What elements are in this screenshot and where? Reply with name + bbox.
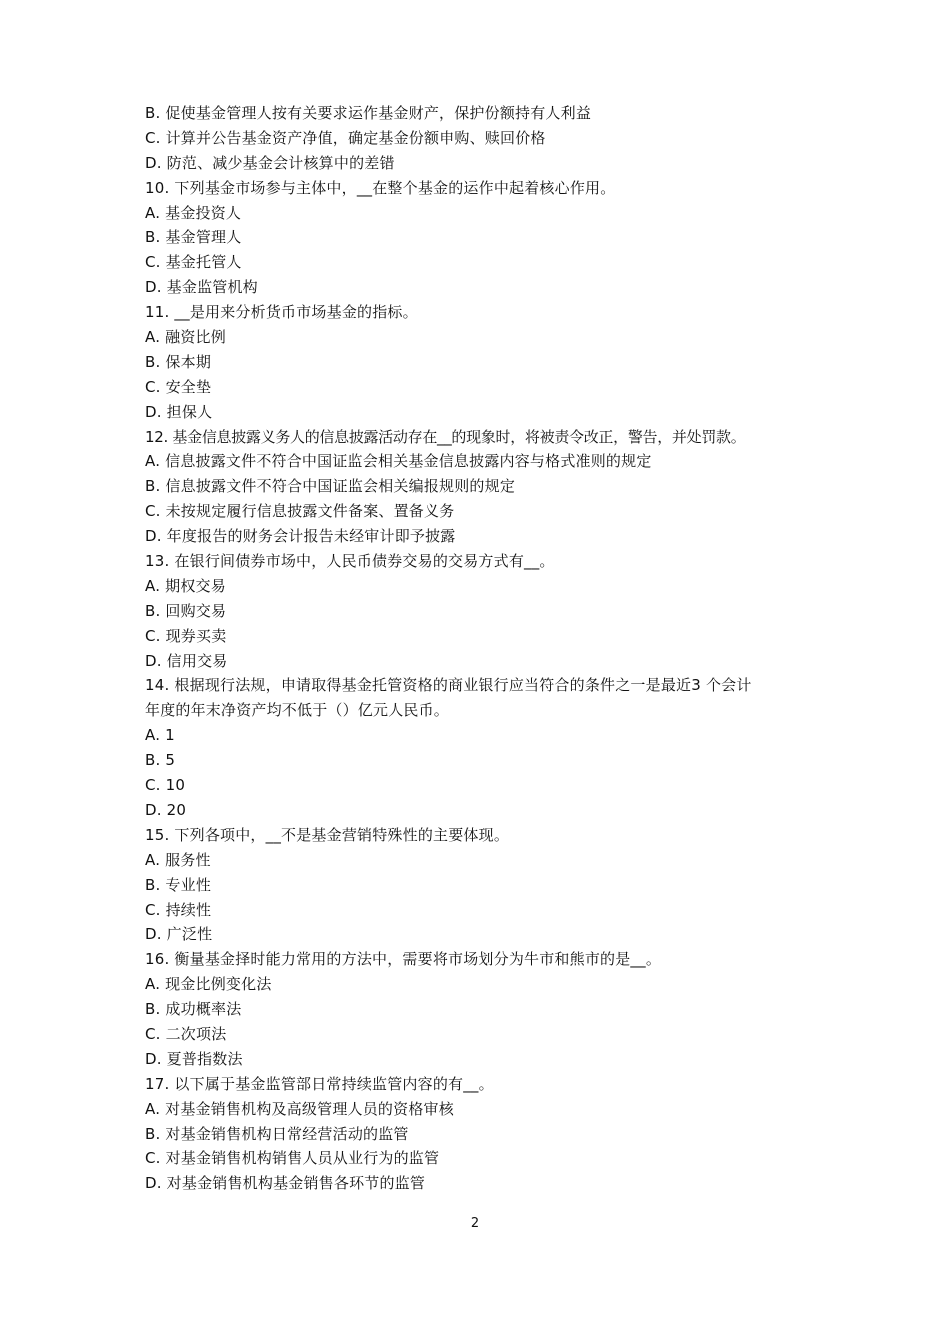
option-line: D. 信用交易 [145,651,228,670]
option-line: C. 基金托管人 [145,253,242,272]
question-line: 17. 以下属于基金监管部日常持续监管内容的有__。 [145,1074,494,1093]
option-line: D. 广泛性 [145,925,213,944]
question-line: 11. __是用来分析货币市场基金的指标。 [145,303,418,322]
option-line: D. 防范、减少基金会计核算中的差错 [145,153,395,172]
option-line: C. 计算并公告基金资产净值，确定基金份额申购、赎回价格 [145,128,546,147]
option-line: C. 现券买卖 [145,626,227,645]
option-line: C. 安全垫 [145,377,212,396]
question-line: 15. 下列各项中，__不是基金营销特殊性的主要体现。 [145,825,510,844]
option-line: A. 基金投资人 [145,203,242,222]
option-line: C. 未按规定履行信息披露文件备案、置备义务 [145,502,455,521]
option-line: A. 1 [145,726,175,745]
option-line: A. 期权交易 [145,576,226,595]
question-line: 12. 基金信息披露义务人的信息披露活动存在__的现象时，将被责令改正，警告，并处罚款。 [145,427,746,446]
option-line: A. 服务性 [145,850,211,869]
option-line: B. 对基金销售机构日常经营活动的监管 [145,1124,409,1143]
question-list [145,101,810,1196]
option-line: B. 专业性 [145,875,212,894]
question-line: 10. 下列基金市场参与主体中，__在整个基金的运作中起着核心作用。 [145,178,616,197]
question-line: 13. 在银行间债券市场中，人民币债券交易的交易方式有__。 [145,552,555,571]
option-line: C. 10 [145,776,186,795]
option-line: D. 对基金销售机构基金销售各环节的监管 [145,1174,426,1193]
option-line: D. 基金监管机构 [145,278,258,297]
question-line: 16. 衡量基金择时能力常用的方法中，需要将市场划分为牛市和熊市的是__。 [145,950,662,969]
page-number: 2 [470,1216,480,1231]
option-line: B. 成功概率法 [145,1000,242,1019]
option-line: D. 担保人 [145,402,213,421]
option-line: B. 信息披露文件不符合中国证监会相关编报规则的规定 [145,477,516,496]
option-line: D. 夏普指数法 [145,1049,243,1068]
option-line: D. 年度报告的财务会计报告未经审计即予披露 [145,527,456,546]
option-line: B. 基金管理人 [145,228,242,247]
option-line: C. 对基金销售机构销售人员从业行为的监管 [145,1149,440,1168]
option-line: A. 对基金销售机构及高级管理人员的资格审核 [145,1099,454,1118]
option-line: B. 5 [145,751,176,770]
option-line: A. 融资比例 [145,328,226,347]
option-line: A. 信息披露文件不符合中国证监会相关基金信息披露内容与格式准则的规定 [145,452,652,471]
option-line: C. 持续性 [145,900,212,919]
option-line: D. 20 [145,800,187,819]
question-line-continued: 年度的年末净资产均不低于（）亿元人民币。 [145,701,450,720]
option-line: A. 现金比例变化法 [145,975,272,994]
option-line: C. 二次项法 [145,1024,227,1043]
option-line: B. 保本期 [145,352,212,371]
option-line: B. 回购交易 [145,601,227,620]
question-line: 14. 根据现行法规，申请取得基金托管资格的商业银行应当符合的条件之一是最近3 个会计 [145,676,752,695]
option-line: B. 促使基金管理人按有关要求运作基金财产，保护份额持有人利益 [145,104,592,122]
